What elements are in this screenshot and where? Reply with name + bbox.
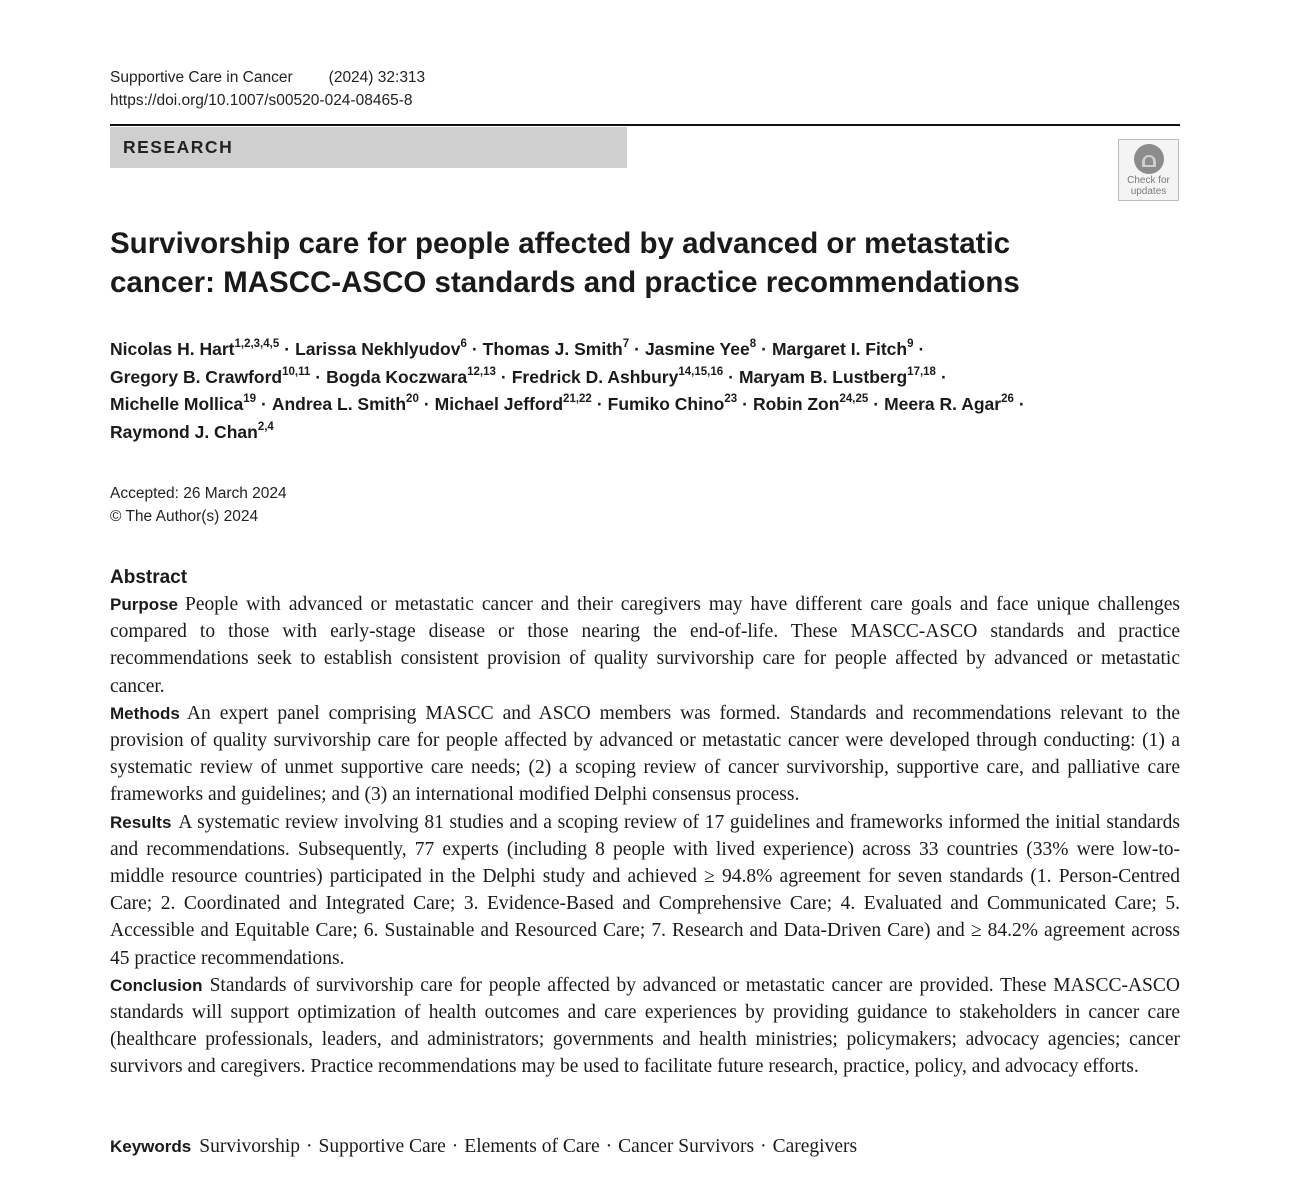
author-name: Fumiko Chino <box>607 394 725 414</box>
keyword-separator: · <box>760 1136 767 1157</box>
conclusion-label: Conclusion <box>110 975 203 995</box>
author-name: Gregory B. Crawford <box>110 366 283 387</box>
author[interactable] <box>608 394 737 414</box>
author-affiliation: 2,4 <box>257 420 274 433</box>
author-name: Meera R. Agar <box>884 394 1002 414</box>
author-separator: · <box>634 339 640 359</box>
author-name: Raymond J. Chan <box>110 421 258 442</box>
author-separator: · <box>728 366 734 387</box>
author-separator: · <box>940 366 947 387</box>
article-title: Survivorship care for people affected by advanced or metastatic cancer: MASCC-ASCO standards and practice recommendations <box>110 227 1020 299</box>
purpose-text: People with advanced or metastatic cancer and their caregivers may have different care goals and face unique challenges compared to those with early-stage disease or those nearing the end-of-life. These MASCC-ASCO standards and practice recommendations seek to establish consistent provision of quality survivorship care for people affected by advanced or metastatic cancer. <box>110 594 1180 697</box>
accepted-date: Accepted: 26 March 2024 <box>110 485 287 502</box>
author-separator: · <box>742 394 748 414</box>
keyword-list <box>199 1136 857 1157</box>
purpose-label: Purpose <box>110 595 179 614</box>
author-affiliation: 10,11 <box>282 365 311 378</box>
journal-name: Supportive Care in Cancer <box>110 69 293 86</box>
check-for-updates-badge[interactable] <box>1118 139 1179 201</box>
journal-volume: (2024) 32:313 <box>328 69 426 86</box>
keyword-separator: · <box>605 1136 613 1157</box>
author-name: Michelle Mollica <box>110 394 244 414</box>
abstract-results <box>110 809 1180 972</box>
author-name: Michael Jefford <box>434 394 564 414</box>
author-affiliation: 1,2,3,4,5 <box>234 338 280 351</box>
author[interactable] <box>272 394 419 414</box>
keyword[interactable]: Cancer Survivors <box>618 1136 755 1157</box>
author-separator: · <box>1018 394 1025 414</box>
abstract-heading: Abstract <box>110 567 188 588</box>
author[interactable] <box>110 394 256 414</box>
author[interactable] <box>110 339 279 359</box>
author-separator: · <box>873 394 880 414</box>
author[interactable] <box>110 367 310 387</box>
keyword[interactable]: Elements of Care <box>464 1136 600 1157</box>
author-separator: · <box>284 339 291 359</box>
author-affiliation: 9 <box>907 338 914 351</box>
author-affiliation: 21,22 <box>563 393 592 406</box>
keywords-label: Keywords <box>110 1137 192 1156</box>
author-affiliation: 17,18 <box>907 365 936 378</box>
article-type-bar <box>110 127 627 168</box>
author-name: Maryam B. Lustberg <box>738 366 908 387</box>
author-separator: · <box>423 394 430 414</box>
methods-label: Methods <box>110 703 180 723</box>
check-for-updates-icon <box>1134 144 1164 174</box>
author[interactable] <box>772 339 914 359</box>
author-name: Thomas J. Smith <box>482 339 623 359</box>
abstract-purpose <box>110 591 1180 700</box>
author-name: Jasmine Yee <box>644 339 750 359</box>
author-affiliation: 7 <box>622 338 630 351</box>
copyright: © The Author(s) 2024 <box>110 508 259 525</box>
author-name: Andrea L. Smith <box>271 394 407 414</box>
badge-line2: updates <box>1130 185 1167 197</box>
article-type-label: RESEARCH <box>123 137 234 157</box>
author-separator: · <box>596 394 603 414</box>
keyword-separator: · <box>306 1136 313 1157</box>
author-name: Robin Zon <box>752 394 840 414</box>
author-affiliation: 24,25 <box>839 393 869 406</box>
keyword[interactable]: Survivorship <box>199 1136 301 1157</box>
keyword-separator: · <box>451 1136 459 1157</box>
author-affiliation: 19 <box>243 393 257 406</box>
keywords <box>110 1133 1180 1160</box>
author-affiliation: 20 <box>406 393 419 406</box>
author-name: Fredrick D. Ashbury <box>511 366 679 387</box>
author-name: Bogda Koczwara <box>326 366 468 387</box>
author-separator: · <box>500 366 507 387</box>
author-affiliation: 12,13 <box>467 365 496 378</box>
author[interactable] <box>435 394 592 414</box>
author-affiliation: 8 <box>749 338 757 351</box>
author-separator: · <box>918 339 925 359</box>
conclusion-text: Standards of survivorship care for people affected by advanced or metastatic cancer are provided. These MASCC-ASCO standards will support optimization of health outcomes and care experiences by providing guidance to stakeholders in cancer care (healthcare professionals, leaders, and administrators; governments and health ministries; policymakers; advocacy agencies; cancer survivors and caregivers. Practice recommendations may be used to facilitate future research, practice, policy, and advocacy efforts. <box>110 974 1180 1078</box>
author[interactable] <box>645 339 756 359</box>
author-name: Larissa Nekhlyudov <box>295 339 461 359</box>
results-text: A systematic review involving 81 studies and a scoping review of 17 guidelines and frameworks informed the initial standards and recommendations. Subsequently, 77 experts (including 8 people with lived experience) across 33 countries (33% were low-to-middle resource countries) participated in the Delphi study and achieved ≥ 94.8% agreement for seven standards (1. Person-Centred Care; 2. Coordinated and Integrated Care; 3. Evidence-Based and Comprehensive Care; 4. Evaluated and Communicated Care; 5. Accessible and Equitable Care; 6. Sustainable and Resourced Care; 7. Research and Data-Driven Care) and ≥ 84.2% agreement across 45 practice recommendations. <box>110 811 1180 969</box>
badge-line1: Check for <box>1127 175 1170 186</box>
author-affiliation: 6 <box>460 338 467 351</box>
doi-link[interactable]: https://doi.org/10.1007/s00520-024-08465-8 <box>110 92 413 109</box>
methods-text: An expert panel comprising MASCC and ASCO members was formed. Standards and recommendations relevant to the provision of quality survivorship care for people affected by advanced or metastatic cancer were developed through conducting: (1) a systematic review of unmet supportive care needs; (2) a scoping review of cancer survivorship, supportive care, and palliative care frameworks and guidelines; and (3) an international modified Delphi consensus process. <box>110 702 1180 806</box>
author-separator: · <box>761 339 767 359</box>
abstract-conclusion <box>110 972 1180 1081</box>
author[interactable] <box>753 394 868 414</box>
author[interactable] <box>483 339 629 359</box>
abstract <box>110 565 1180 1081</box>
header-rule <box>110 124 1180 126</box>
journal-header <box>110 66 425 112</box>
author-name: Margaret I. Fitch <box>771 339 908 359</box>
author-affiliation: 23 <box>724 393 738 406</box>
author[interactable] <box>512 367 723 387</box>
author-separator: · <box>315 366 322 387</box>
author[interactable] <box>295 339 467 359</box>
author-affiliation: 26 <box>1001 393 1014 406</box>
author-name: Nicolas H. Hart <box>110 339 235 359</box>
author[interactable] <box>739 367 936 387</box>
publication-info <box>110 482 287 528</box>
results-label: Results <box>110 812 172 832</box>
keyword[interactable]: Supportive Care <box>318 1136 446 1157</box>
author[interactable] <box>884 394 1014 414</box>
abstract-methods <box>110 700 1180 809</box>
keyword[interactable]: Caregivers <box>772 1136 858 1157</box>
author-list <box>110 336 1185 446</box>
author[interactable] <box>326 367 496 387</box>
author-separator: · <box>261 394 267 414</box>
author-affiliation: 14,15,16 <box>678 365 724 378</box>
author[interactable] <box>110 422 274 442</box>
author-separator: · <box>471 339 478 359</box>
